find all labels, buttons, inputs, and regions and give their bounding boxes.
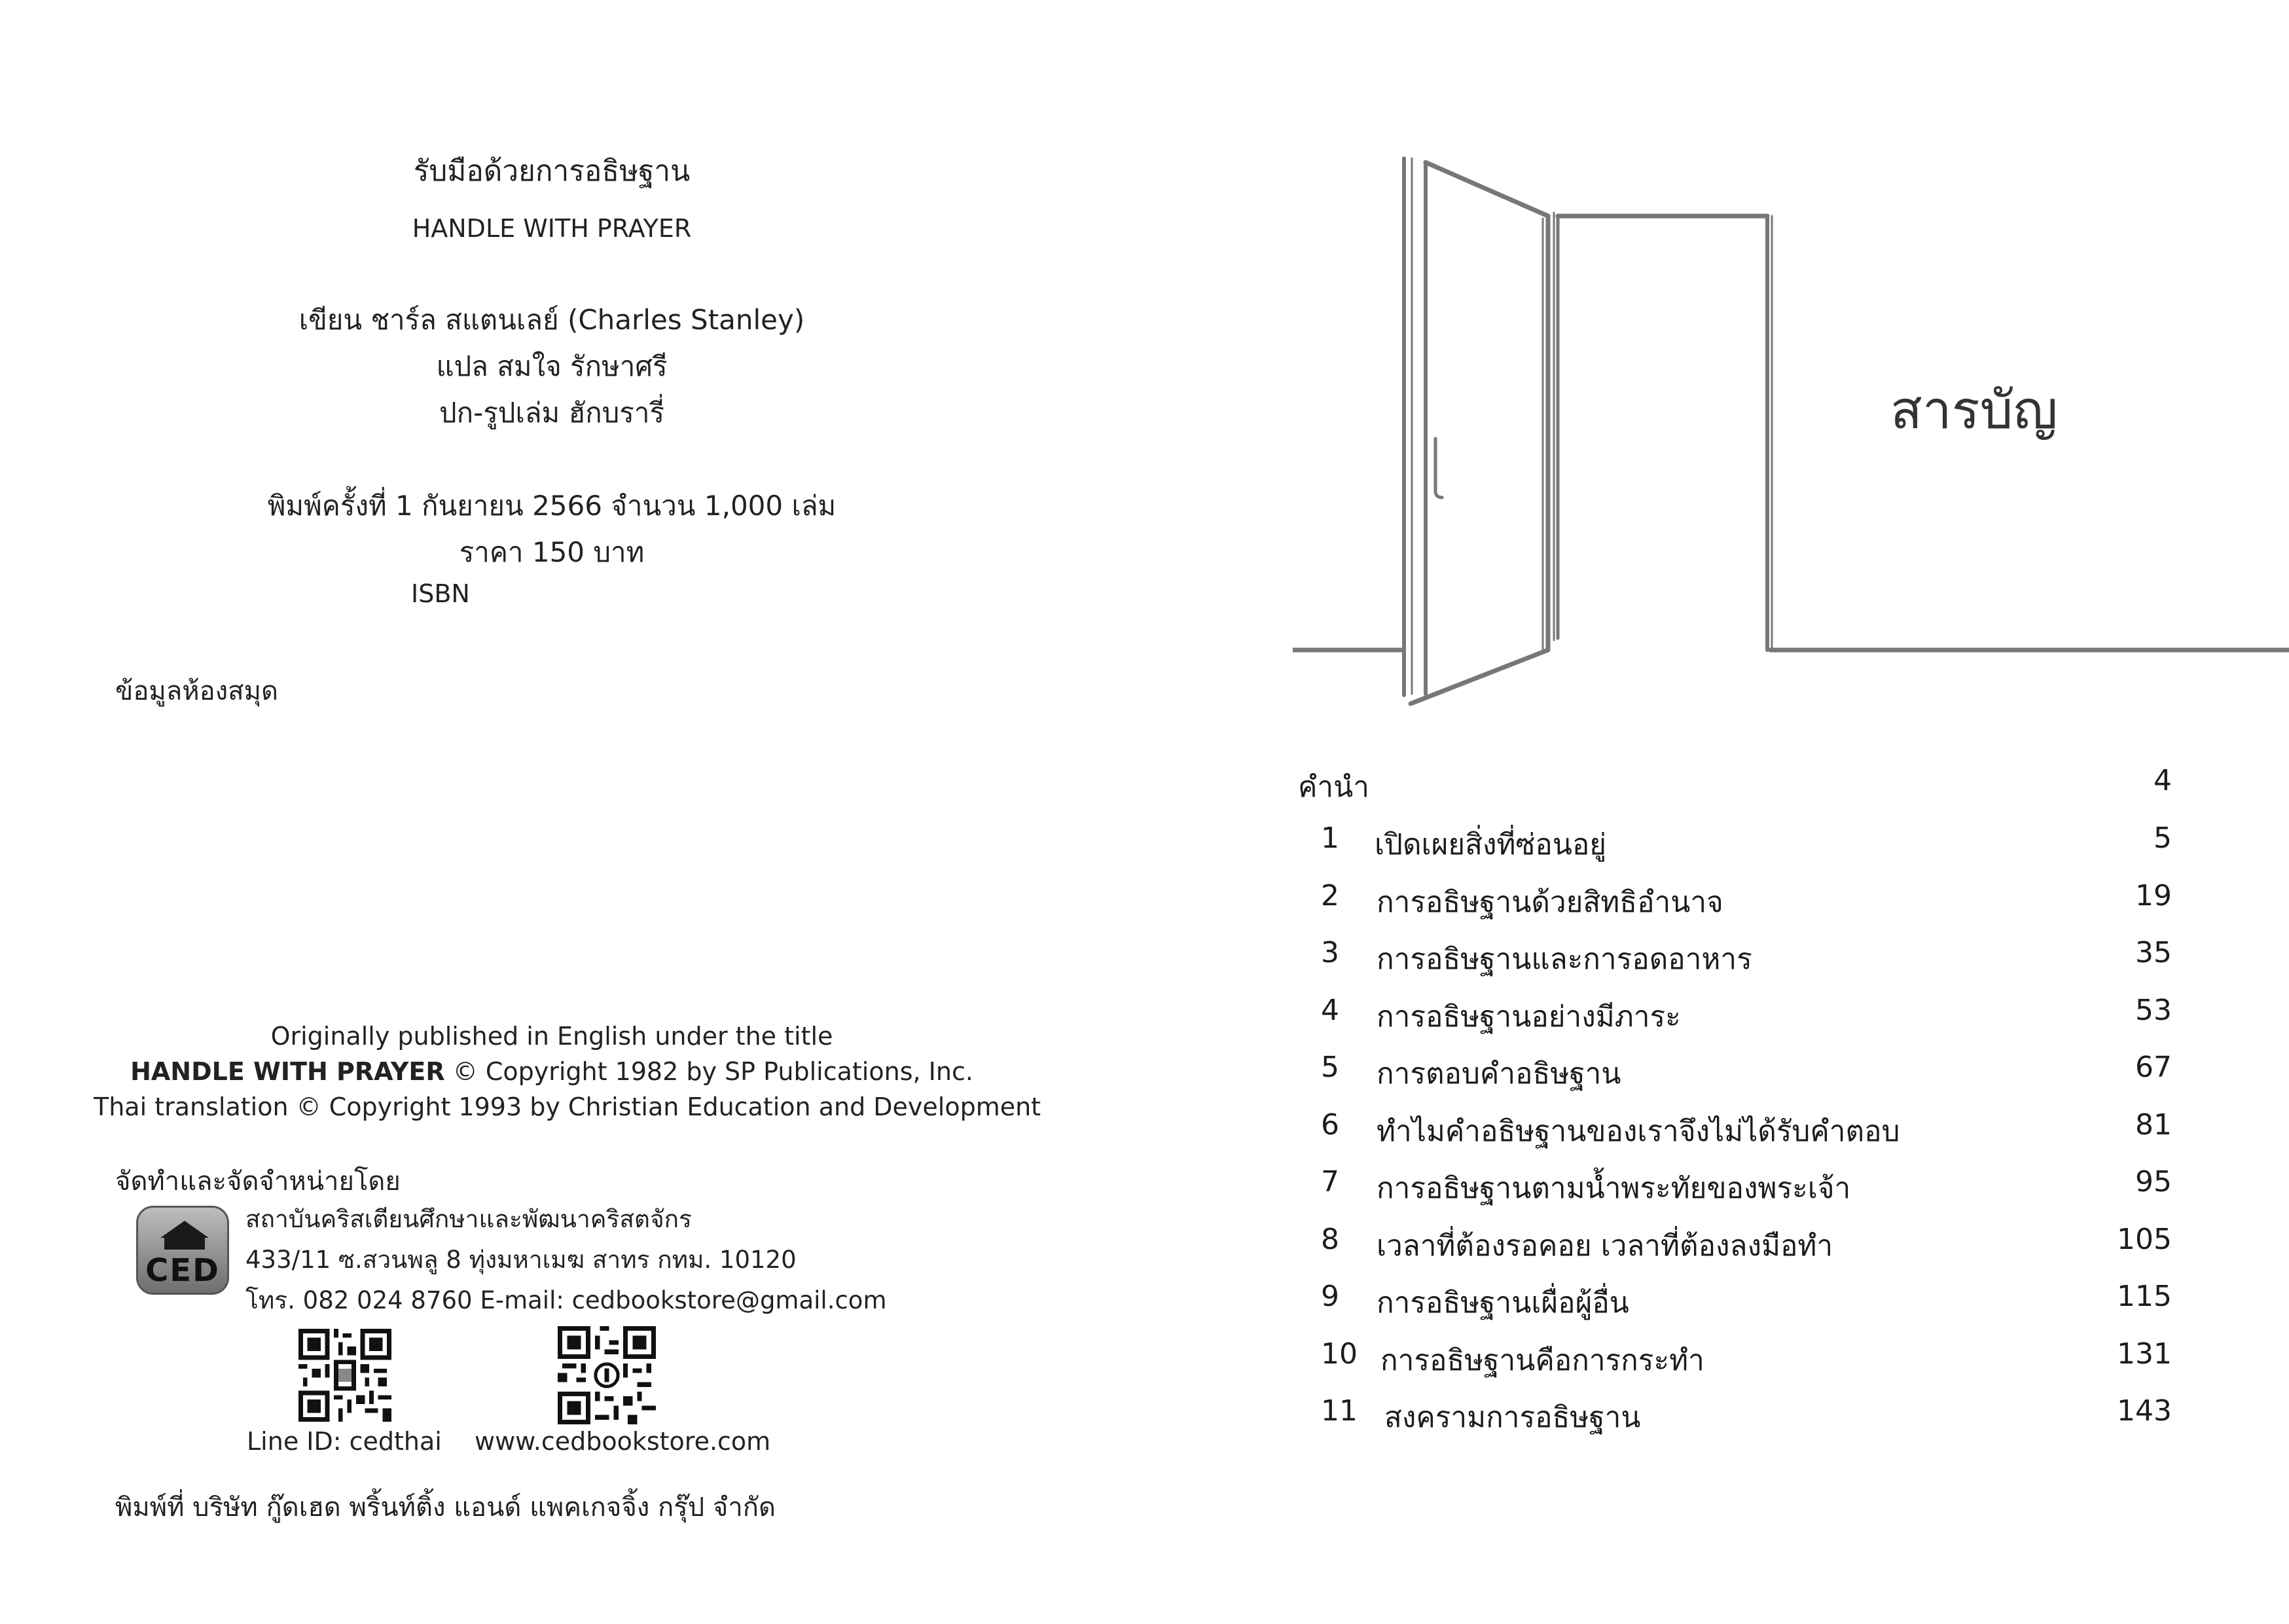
- toc-row-number: 5: [1321, 1051, 1339, 1084]
- distributed-by-label: จัดทำและจัดจำหน่ายโดย: [115, 1166, 401, 1197]
- publisher-address: 433/11 ซ.สวนพลู 8 ทุ่งมหาเมฆ สาทร กทม. 10120: [245, 1246, 797, 1274]
- toc-row[interactable]: [1298, 821, 2172, 861]
- original-title: HANDLE WITH PRAYER: [130, 1057, 445, 1086]
- book-title-english: HANDLE WITH PRAYER: [412, 214, 692, 243]
- toc-row-number: 9: [1321, 1280, 1339, 1313]
- toc-row-title: การตอบคำอธิษฐาน: [1377, 1057, 1621, 1091]
- toc-row-number: 1: [1321, 821, 1339, 855]
- toc-row[interactable]: [1298, 1108, 2172, 1147]
- toc-row-number: 8: [1321, 1223, 1339, 1256]
- toc-row-page: 4: [2154, 764, 2172, 797]
- toc-row-page: 143: [2117, 1394, 2172, 1428]
- toc-row-number: 3: [1321, 936, 1339, 969]
- toc-row-page: 5: [2154, 821, 2172, 855]
- toc-row-page: 105: [2117, 1223, 2172, 1256]
- isbn-label: ISBN: [411, 579, 470, 608]
- publisher-info: [245, 1199, 887, 1321]
- design-line: ปก-รูปเล่ม ฮักบรารี่: [439, 397, 665, 429]
- toc-row-title: การอธิษฐานคือการกระทำ: [1380, 1344, 1704, 1377]
- toc-row[interactable]: [1298, 879, 2172, 918]
- edition-line: พิมพ์ครั้งที่ 1 กันยายน 2566 จำนวน 1,000 เล่ม: [267, 490, 837, 522]
- toc-row-number: 11: [1321, 1394, 1358, 1428]
- original-line-1: Originally published in English under the title: [270, 1022, 833, 1051]
- toc-row-title: ทำไมคำอธิษฐานของเราจึงไม่ได้รับคำตอบ: [1377, 1115, 1900, 1148]
- copyright-block: [94, 1019, 1041, 1125]
- toc-row-page: 115: [2117, 1280, 2172, 1313]
- toc-row-title: สงครามการอธิษฐาน: [1384, 1401, 1641, 1434]
- toc-row-title: การอธิษฐานและการอดอาหาร: [1377, 943, 1752, 976]
- line-id-caption: Line ID: cedthai: [247, 1427, 442, 1456]
- toc-row-page: 35: [2135, 936, 2172, 969]
- toc-row-title: การอธิษฐานเผื่อผู้อื่น: [1377, 1286, 1629, 1320]
- library-info-label: ข้อมูลห้องสมุด: [115, 676, 278, 706]
- toc-row-number: 6: [1321, 1108, 1339, 1142]
- publisher-name: สถาบันคริสเตียนศึกษาและพัฒนาคริสตจักร: [245, 1205, 692, 1233]
- web-qr-code: [558, 1326, 656, 1424]
- toc-row-page: 67: [2135, 1051, 2172, 1084]
- publisher-contact: โทร. 082 024 8760 E-mail: cedbookstore@gmail.com: [245, 1286, 887, 1314]
- ced-logo: [136, 1206, 229, 1295]
- printer-line: พิมพ์ที่ บริษัท กู๊ดเฮด พริ้นท์ติ้ง แอนด์ แพคเกจจิ้ง กรุ๊ป จำกัด: [115, 1492, 776, 1523]
- toc-row[interactable]: [1298, 1394, 2172, 1434]
- toc-row[interactable]: [1298, 1051, 2172, 1090]
- toc-row-page: 131: [2117, 1337, 2172, 1371]
- original-line-3: Thai translation © Copyright 1993 by Christian Education and Development: [94, 1092, 1041, 1121]
- original-copyright: © Copyright 1982 by SP Publications, Inc.: [444, 1057, 973, 1086]
- ced-logo-text: CED: [145, 1252, 220, 1289]
- toc-row-number: 2: [1321, 879, 1339, 912]
- book-title-thai: รับมือด้วยการอธิษฐาน: [413, 154, 691, 188]
- toc-row-page: 81: [2135, 1108, 2172, 1142]
- toc-row-title: คำนำ: [1298, 770, 1369, 804]
- toc-row-title: การอธิษฐานด้วยสิทธิอำนาจ: [1377, 886, 1723, 919]
- toc-row[interactable]: [1298, 1165, 2172, 1204]
- toc-row[interactable]: [1298, 936, 2172, 975]
- toc-row[interactable]: [1298, 1223, 2172, 1262]
- toc-row-preface[interactable]: [1298, 764, 2172, 803]
- toc-row[interactable]: [1298, 1337, 2172, 1377]
- toc-row-title: เปิดเผยสิ่งที่ซ่อนอยู่: [1375, 828, 1607, 861]
- toc-row-title: การอธิษฐานอย่างมีภาระ: [1377, 1000, 1681, 1034]
- toc-row-number: 7: [1321, 1165, 1339, 1199]
- toc-row-title: การอธิษฐานตามน้ำพระทัยของพระเจ้า: [1377, 1172, 1851, 1205]
- toc-row[interactable]: [1298, 1280, 2172, 1319]
- toc-row-page: 53: [2135, 994, 2172, 1027]
- author-line: เขียน ชาร์ล สแตนเลย์ (Charles Stanley): [298, 304, 805, 336]
- toc-row-number: 10: [1321, 1337, 1358, 1371]
- website-caption[interactable]: www.cedbookstore.com: [475, 1427, 771, 1456]
- line-qr-code: [298, 1329, 391, 1422]
- toc-row-title: เวลาที่ต้องรอคอย เวลาที่ต้องลงมือทำ: [1377, 1229, 1833, 1263]
- toc-title: สารบัญ: [1890, 380, 2058, 441]
- price-line: ราคา 150 บาท: [459, 536, 645, 568]
- original-line-2: [94, 1054, 1010, 1089]
- toc-row-number: 4: [1321, 994, 1339, 1027]
- toc-row[interactable]: [1298, 994, 2172, 1033]
- open-door-illustration: [1293, 151, 2289, 713]
- toc-row-page: 95: [2135, 1165, 2172, 1199]
- toc-row-page: 19: [2135, 879, 2172, 912]
- translator-line: แปล สมใจ รักษาศรี: [436, 350, 668, 382]
